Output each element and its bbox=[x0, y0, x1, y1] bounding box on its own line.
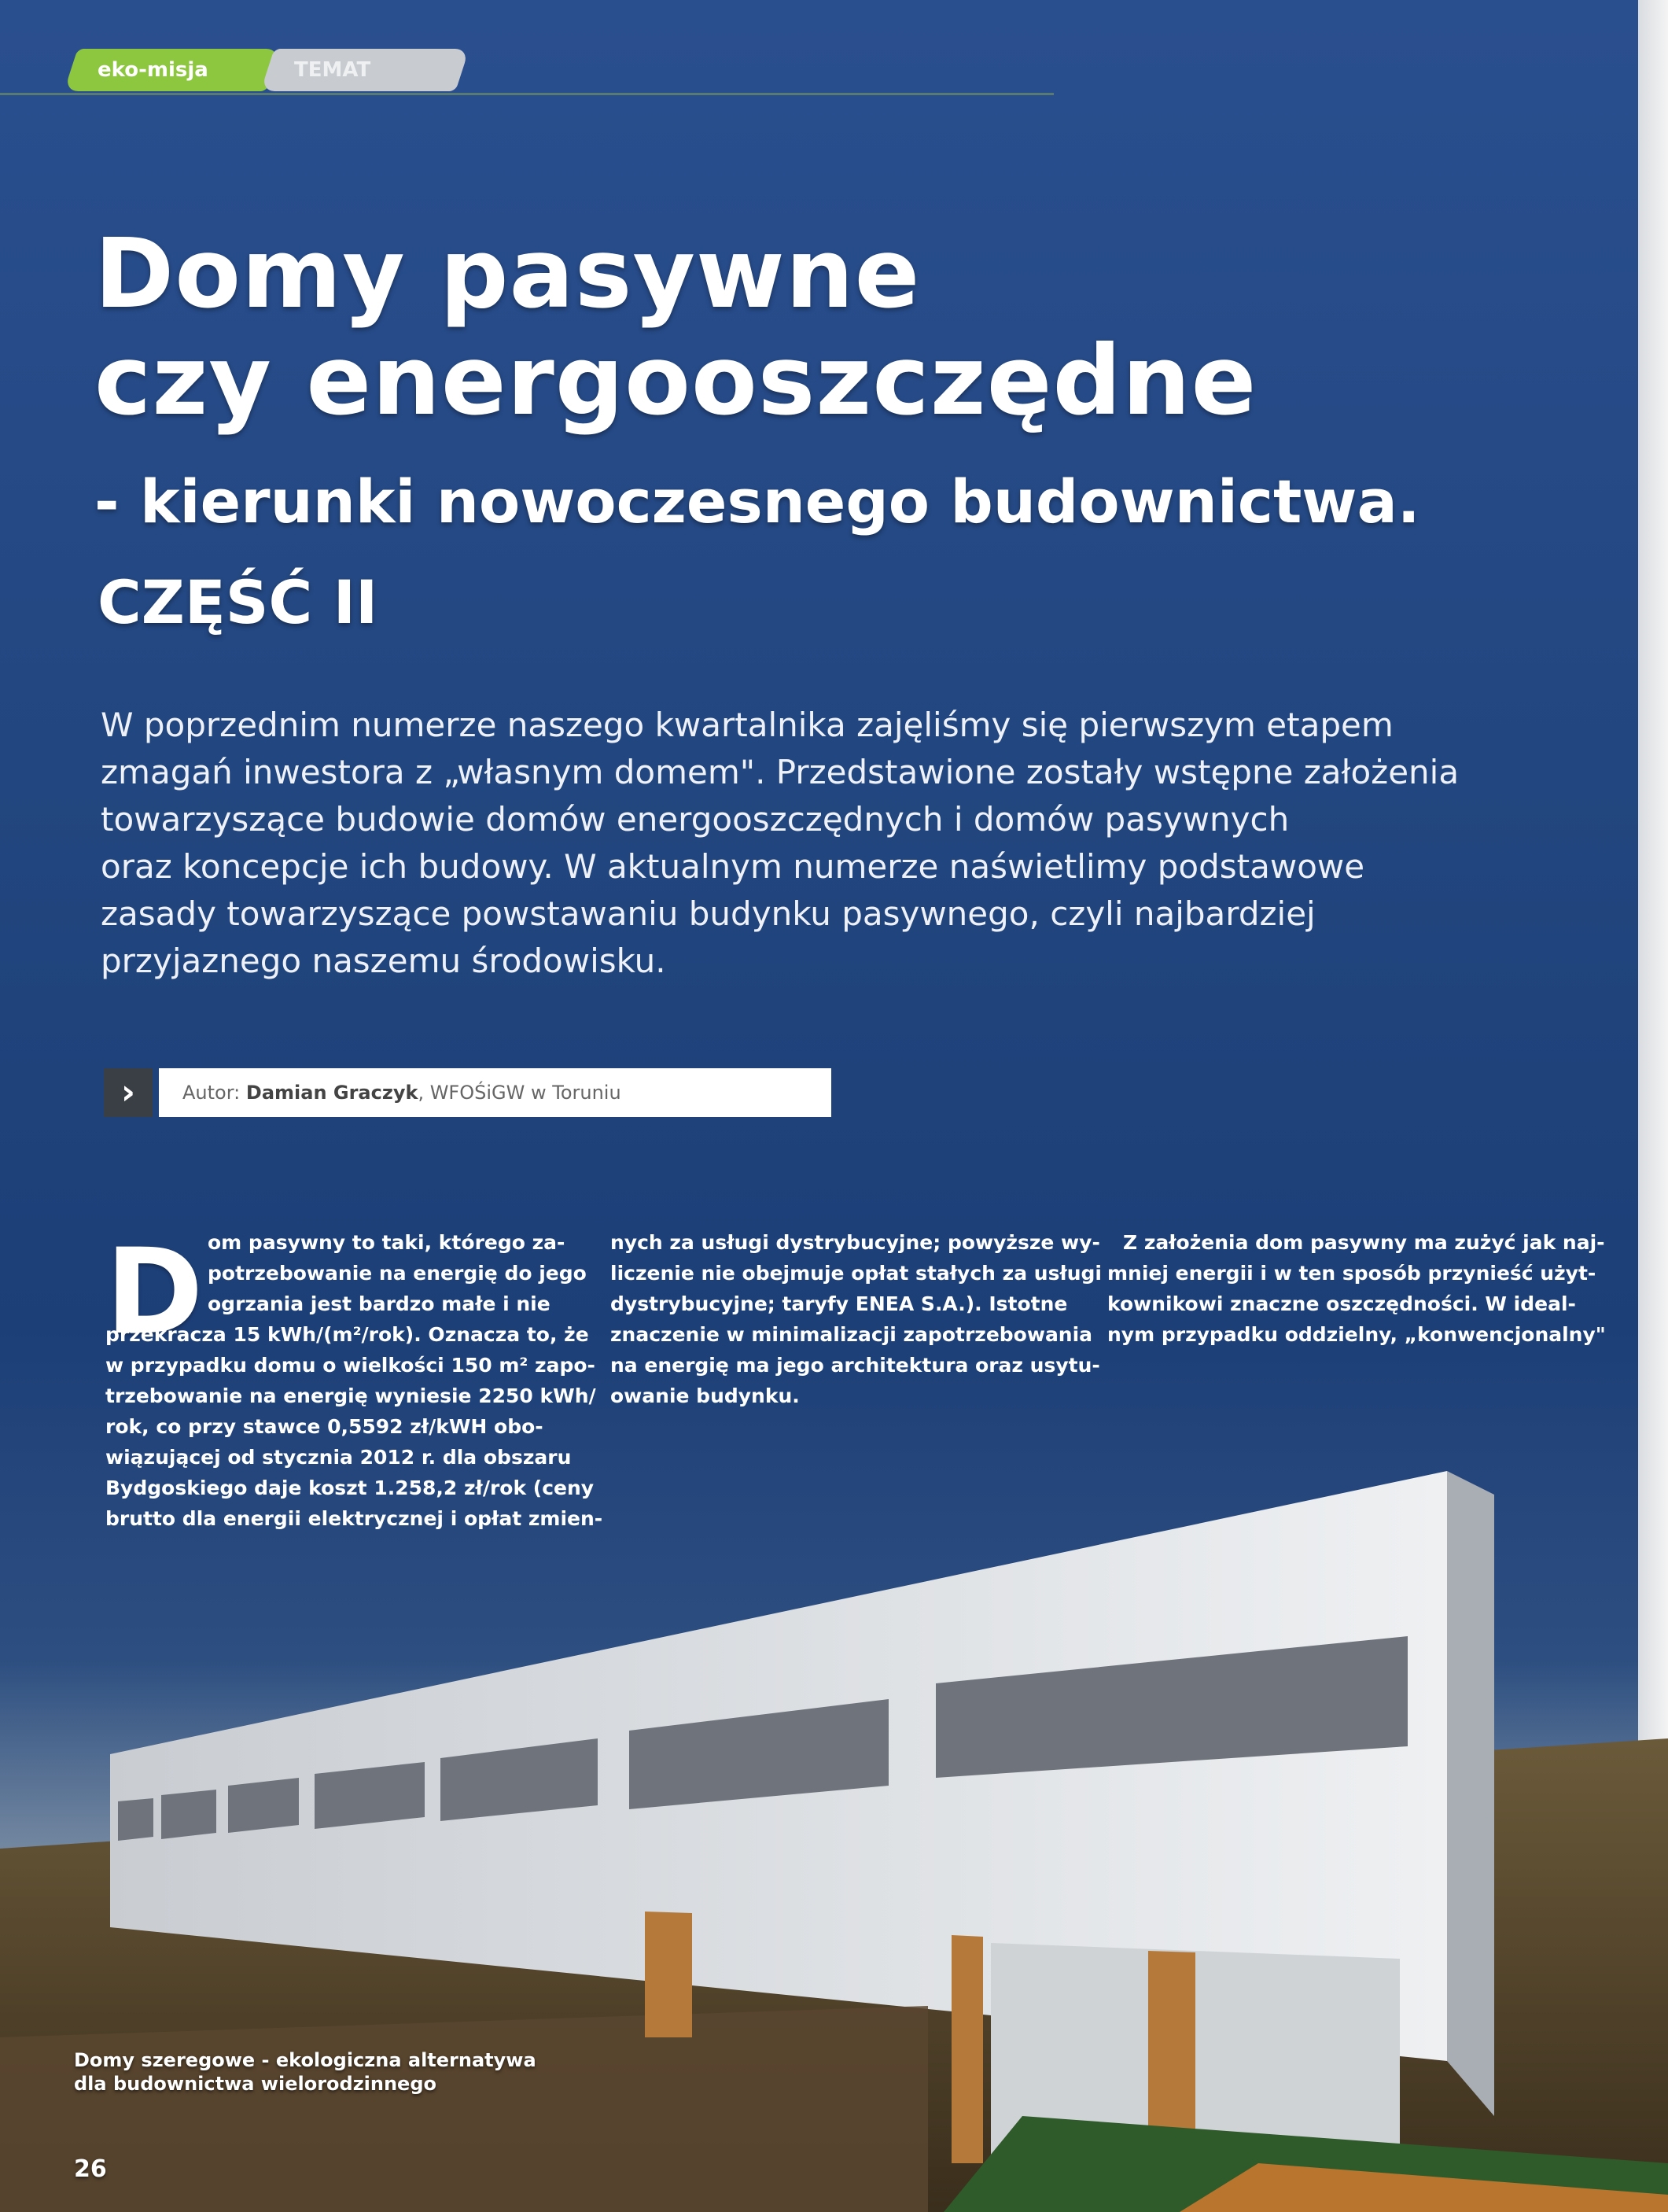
lead-line: W poprzednim numerze naszego kwartalnika zajęliśmy się pierwszym etapem bbox=[101, 706, 1394, 744]
author-name: Damian Graczyk bbox=[245, 1082, 418, 1104]
title-line-1: Domy pasywne bbox=[94, 218, 921, 330]
title-line-2: czy energooszczędne bbox=[94, 325, 1257, 437]
body-line: znaczenie w minimalizacji zapotrzebowania bbox=[610, 1323, 1093, 1346]
body-line: potrzebowanie na energię do jego bbox=[208, 1262, 587, 1285]
body-line: trzebowanie na energię wyniesie 2250 kWh/ bbox=[105, 1384, 596, 1407]
lead-line: oraz koncepcje ich budowy. W aktualnym numerze naświetlimy podstawowe bbox=[101, 847, 1365, 886]
body-line: Z założenia dom pasywny ma zużyć jak naj- bbox=[1123, 1231, 1605, 1254]
body-line: owanie budynku. bbox=[610, 1384, 800, 1407]
body-line: dystrybucyjne; taryfy ENEA S.A.). Istotne bbox=[610, 1292, 1068, 1315]
body-line: rok, co przy stawce 0,5592 zł/kWH obo- bbox=[105, 1415, 543, 1438]
body-line: kownikowi znaczne oszczędności. W ideal- bbox=[1107, 1292, 1576, 1315]
body-line: brutto dla energii elektrycznej i opłat zmien- bbox=[105, 1507, 603, 1530]
page-number: 26 bbox=[74, 2155, 107, 2183]
body-line: ogrzania jest bardzo małe i nie bbox=[208, 1292, 550, 1315]
lead-line: przyjaznego naszemu środowisku. bbox=[101, 942, 666, 980]
author-org: , WFOŚiGW w Toruniu bbox=[418, 1082, 621, 1104]
body-line: w przypadku domu o wielkości 150 m² zapo- bbox=[105, 1354, 595, 1377]
body-line: Bydgoskiego daje koszt 1.258,2 zł/rok (ceny bbox=[105, 1477, 595, 1499]
body-line: mniej energii i w ten sposób przynieść użyt- bbox=[1107, 1262, 1596, 1285]
photo-caption bbox=[74, 2048, 536, 2096]
body-line: przekracza 15 kWh/(m²/rok). Oznacza to, że bbox=[105, 1323, 589, 1346]
drop-cap: D bbox=[105, 1224, 204, 1361]
section-tab-secondary: TEMAT bbox=[260, 49, 469, 91]
article-part: CZĘŚĆ II bbox=[98, 567, 378, 637]
body-line: liczenie nie obejmuje opłat stałych za usługi bbox=[610, 1262, 1102, 1285]
author-bar bbox=[104, 1068, 831, 1117]
lead-paragraph bbox=[101, 702, 1500, 985]
article-title bbox=[94, 218, 1257, 437]
body-column-3 bbox=[1107, 1227, 1606, 1350]
section-tab-eko-misja: eko-misja bbox=[64, 49, 281, 91]
lead-line: towarzyszące budowie domów energooszczędnych i domów pasywnych bbox=[101, 800, 1290, 839]
author-box bbox=[159, 1068, 831, 1117]
caption-line-2: dla budownictwa wielorodzinnego bbox=[74, 2073, 437, 2095]
lead-line: zasady towarzyszące powstawaniu budynku pasywnego, czyli najbardziej bbox=[101, 894, 1316, 933]
body-line: om pasywny to taki, którego za- bbox=[208, 1231, 565, 1254]
article-subtitle: - kierunki nowoczesnego budownictwa. bbox=[94, 466, 1420, 536]
body-line: wiązującej od stycznia 2012 r. dla obszaru bbox=[105, 1446, 572, 1469]
body-line: nym przypadku oddzielny, „konwencjonalny" bbox=[1107, 1323, 1606, 1346]
body-line: nych za usługi dystrybucyjne; powyższe wy- bbox=[610, 1231, 1100, 1254]
body-column-2 bbox=[610, 1227, 1102, 1411]
caption-line-1: Domy szeregowe - ekologiczna alternatywa bbox=[74, 2049, 536, 2071]
header-rule bbox=[0, 93, 1054, 95]
chevron-right-icon: › bbox=[104, 1068, 153, 1117]
author-label: Autor: bbox=[182, 1082, 241, 1104]
body-line: na energię ma jego architektura oraz usytu- bbox=[610, 1354, 1100, 1377]
lead-line: zmagań inwestora z „własnym domem". Przedstawione zostały wstępne założenia bbox=[101, 753, 1460, 791]
